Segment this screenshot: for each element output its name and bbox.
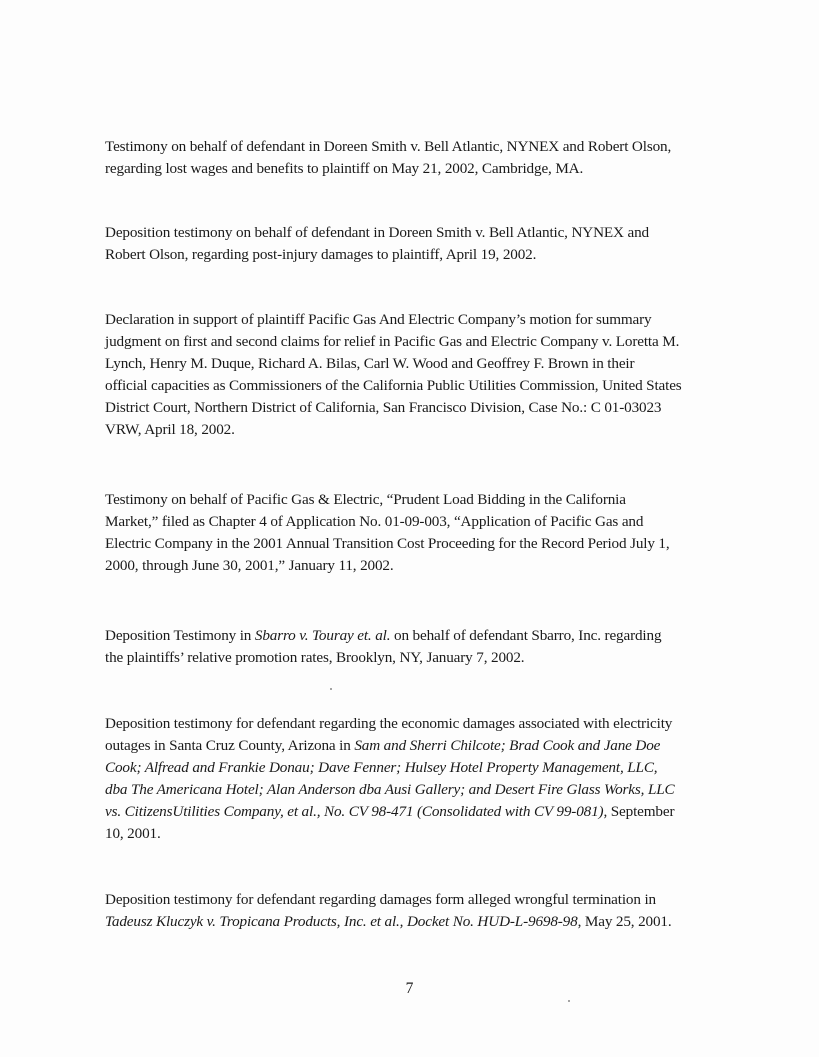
entry-text: 10, 2001. bbox=[105, 825, 161, 842]
entry-text: Market,” filed as Chapter 4 of Application No. 01-09-003, “Application of Pacific Gas and bbox=[105, 513, 644, 530]
case-citation: Tadeusz Kluczyk v. Tropicana Products, Inc. et al., Docket No. HUD-L-9698-98 bbox=[105, 913, 578, 930]
entry-text: regarding lost wages and benefits to plaintiff on May 21, 2002, Cambridge, MA. bbox=[105, 160, 584, 177]
entry-text: , May 25, 2001. bbox=[577, 913, 672, 930]
entry-text: on behalf of defendant Sbarro, Inc. regarding bbox=[390, 627, 662, 644]
entry-line bbox=[105, 309, 745, 331]
entry-text: official capacities as Commissioners of the California Public Utilities Commission, United States bbox=[105, 377, 682, 394]
entry-line bbox=[105, 136, 745, 158]
entry-line bbox=[105, 823, 745, 845]
testimony-entry bbox=[105, 136, 745, 180]
entry-line bbox=[105, 158, 745, 180]
entry-line bbox=[105, 779, 745, 801]
entry-line bbox=[105, 757, 745, 779]
entry-text: Declaration in support of plaintiff Pacific Gas And Electric Company’s motion for summary bbox=[105, 311, 652, 328]
entry-line bbox=[105, 555, 745, 577]
entry-text: District Court, Northern District of California, San Francisco Division, Case No.: C 01-03023 bbox=[105, 399, 662, 416]
case-citation: vs. CitizensUtilities Company, et al., No. CV 98-471 (Consolidated with CV 99-081) bbox=[105, 803, 604, 820]
entry-line bbox=[105, 889, 745, 911]
entry-line bbox=[105, 244, 745, 266]
entry-line bbox=[105, 331, 745, 353]
entry-line bbox=[105, 625, 745, 647]
entry-line bbox=[105, 911, 745, 933]
testimony-entry bbox=[105, 309, 745, 441]
entry-line bbox=[105, 647, 745, 669]
case-citation: Sbarro v. Touray et. al. bbox=[254, 627, 391, 644]
page-number: 7 bbox=[405, 980, 414, 997]
entry-text: Deposition testimony on behalf of defendant in Doreen Smith v. Bell Atlantic, NYNEX and bbox=[105, 224, 649, 241]
testimony-entry bbox=[105, 489, 745, 577]
entry-line bbox=[105, 397, 745, 419]
entry-text: Deposition testimony for defendant regarding damages form alleged wrongful termination in bbox=[105, 891, 656, 908]
entry-text: Robert Olson, regarding post-injury damages to plaintiff, April 19, 2002. bbox=[105, 246, 537, 263]
entry-line bbox=[105, 735, 745, 757]
entry-text: Testimony on behalf of Pacific Gas & Electric, “Prudent Load Bidding in the California bbox=[105, 491, 626, 508]
testimony-entry bbox=[105, 889, 745, 933]
entry-text: Lynch, Henry M. Duque, Richard A. Bilas, Carl W. Wood and Geoffrey F. Brown in their bbox=[105, 355, 635, 372]
entry-text: , September bbox=[603, 803, 675, 820]
entry-text: VRW, April 18, 2002. bbox=[105, 421, 235, 438]
entry-line bbox=[105, 489, 745, 511]
scan-speck bbox=[568, 1000, 570, 1002]
entry-line bbox=[105, 533, 745, 555]
entry-text: Deposition Testimony in bbox=[105, 627, 255, 644]
entry-text: Electric Company in the 2001 Annual Transition Cost Proceeding for the Record Period July 1, bbox=[105, 535, 670, 552]
entry-line bbox=[105, 713, 745, 735]
testimony-entry bbox=[105, 625, 745, 669]
entry-line bbox=[105, 222, 745, 244]
entry-line bbox=[105, 375, 745, 397]
case-citation: Sam and Sherri Chilcote; Brad Cook and Jane Doe bbox=[354, 737, 661, 754]
testimony-entry bbox=[105, 222, 745, 266]
entry-text: 2000, through June 30, 2001,” January 11, 2002. bbox=[105, 557, 394, 574]
testimony-entry bbox=[105, 713, 745, 845]
case-citation: Cook; Alfread and Frankie Donau; Dave Fenner; Hulsey Hotel Property Management, LLC, bbox=[105, 759, 658, 776]
scan-speck bbox=[330, 688, 332, 690]
entry-line bbox=[105, 511, 745, 533]
entry-text: the plaintiffs’ relative promotion rates, Brooklyn, NY, January 7, 2002. bbox=[105, 649, 525, 666]
entry-line bbox=[105, 801, 745, 823]
entry-text: Testimony on behalf of defendant in Doreen Smith v. Bell Atlantic, NYNEX and Robert Olson, bbox=[105, 138, 672, 155]
entry-text: judgment on first and second claims for relief in Pacific Gas and Electric Company v. Loretta M. bbox=[105, 333, 680, 350]
entry-text: outages in Santa Cruz County, Arizona in bbox=[105, 737, 355, 754]
entry-text: Deposition testimony for defendant regarding the economic damages associated with electricity bbox=[105, 715, 673, 732]
entry-line bbox=[105, 419, 745, 441]
case-citation: dba The Americana Hotel; Alan Anderson dba Ausi Gallery; and Desert Fire Glass Works, LLC bbox=[105, 781, 675, 798]
entry-line bbox=[105, 353, 745, 375]
